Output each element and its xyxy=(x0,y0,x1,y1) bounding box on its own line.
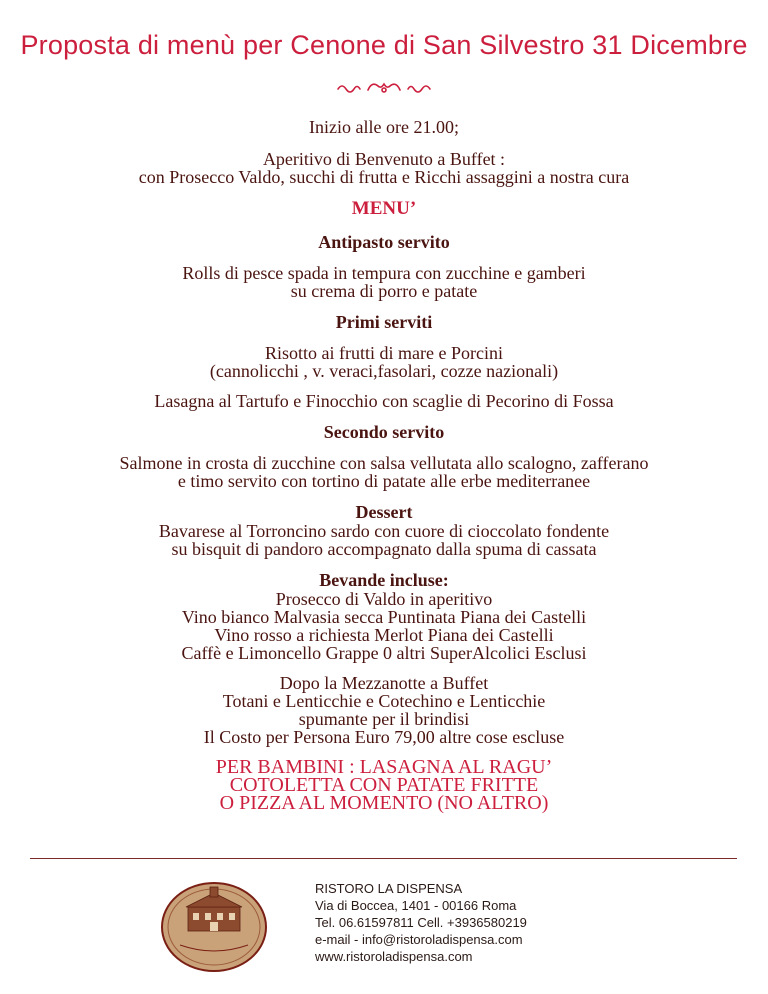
dish-line: e timo servito con tortino di patate alle erbe mediterranee xyxy=(177,471,591,491)
dish-line: (cannolicchi , v. veraci,fasolari, cozze nazionali) xyxy=(209,361,559,381)
section-heading-secondo: Secondo servito xyxy=(323,422,445,442)
dish-line: Risotto ai frutti di mare e Porcini xyxy=(265,343,503,363)
section-heading-primi: Primi serviti xyxy=(335,312,433,332)
restaurant-name: RISTORO LA DISPENSA xyxy=(315,881,463,896)
aperitivo-line: Aperitivo di Benvenuto a Buffet : xyxy=(262,149,506,169)
dish-line: su crema di porro e patate xyxy=(290,281,478,301)
contact-block xyxy=(315,880,527,965)
address: Via di Boccea, 1401 - 00166 Roma xyxy=(315,898,517,913)
dish-line: Rolls di pesce spada in tempura con zucchine e gamberi xyxy=(182,263,586,283)
kids-menu-line: PER BAMBINI : LASAGNA AL RAGU’ xyxy=(215,756,553,778)
kids-menu-line: COTOLETTA CON PATATE FRITTE xyxy=(229,774,539,796)
dish-line: Bavarese al Torroncino sardo con cuore di cioccolato fondente xyxy=(158,521,610,541)
dish-line: Lasagna al Tartufo e Finocchio con scaglie di Pecorino di Fossa xyxy=(154,391,614,411)
phone-numbers: Tel. 06.61597811 Cell. +3936580219 xyxy=(315,915,527,930)
drink-line: Vino rosso a richiesta Merlot Piana dei Castelli xyxy=(214,625,554,645)
restaurant-logo xyxy=(158,875,270,975)
dish-line: su bisquit di pandoro accompagnato dalla spuma di cassata xyxy=(171,539,597,559)
website-link[interactable]: www.ristoroladispensa.com xyxy=(315,949,473,964)
midnight-line: spumante per il brindisi xyxy=(298,709,470,729)
drink-line: Vino bianco Malvasia secca Puntinata Piana dei Castelli xyxy=(181,607,587,627)
kids-menu-line: O PIZZA AL MOMENTO (NO ALTRO) xyxy=(219,792,549,814)
email-address[interactable]: e-mail - info@ristoroladispensa.com xyxy=(315,932,523,947)
drink-line: Prosecco di Valdo in aperitivo xyxy=(275,589,493,609)
section-heading-antipasto: Antipasto servito xyxy=(318,232,450,252)
menu-heading: MENU’ xyxy=(351,198,417,219)
footer-divider xyxy=(30,858,737,859)
start-time: Inizio alle ore 21.00; xyxy=(309,117,459,137)
drink-line: Caffè e Limoncello Grappe 0 altri SuperAlcolici Esclusi xyxy=(181,643,587,663)
dish-line: Salmone in crosta di zucchine con salsa vellutata allo scalogno, zafferano xyxy=(119,453,649,473)
page-title: Proposta di menù per Cenone di San Silvestro 31 Dicembre xyxy=(20,30,748,60)
menu-body xyxy=(0,118,768,812)
midnight-line: Dopo la Mezzanotte a Buffet xyxy=(279,673,489,693)
ornament-divider-icon xyxy=(334,78,434,98)
aperitivo-line: con Prosecco Valdo, succhi di frutta e Ricchi assaggini a nostra cura xyxy=(138,167,630,187)
midnight-line: Totani e Lenticchie e Cotechino e Lenticchie xyxy=(222,691,546,711)
price-line: Il Costo per Persona Euro 79,00 altre cose escluse xyxy=(203,727,565,747)
section-heading-bevande: Bevande incluse: xyxy=(319,570,449,590)
section-heading-dessert: Dessert xyxy=(355,502,413,522)
